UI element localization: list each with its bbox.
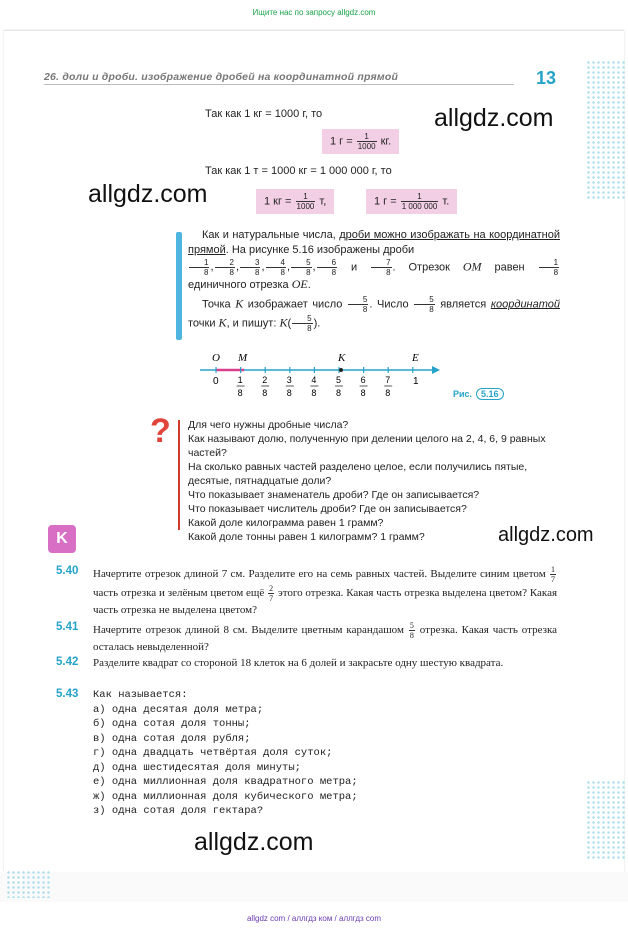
tick-numerator: 7 xyxy=(385,375,391,385)
fraction: $\frac{5}{8}$ xyxy=(348,295,368,314)
question-item: Для чего нужны дробные числа? xyxy=(188,419,349,431)
tick-numerator: 6 xyxy=(360,375,366,385)
page-number: 13 xyxy=(536,68,557,88)
tick-denominator: 8 xyxy=(360,388,366,398)
exercise-item: а) одна десятая доля метра; xyxy=(93,703,264,716)
formula-unit: т, xyxy=(319,195,327,208)
exercise-item: г) одна двадцать четвёртая доля суток; xyxy=(93,747,333,759)
figure-caption: Рис. 5.16 xyxy=(453,388,504,400)
fraction: $\frac{5}{8}$ xyxy=(414,295,434,314)
formula-box-2 xyxy=(256,189,334,214)
formula-left: 1 г = xyxy=(374,195,397,208)
tick-denominator: 8 xyxy=(385,388,391,398)
exercise-item: з) одна сотая доля гектара? xyxy=(93,805,264,817)
watermark: allgdz.com xyxy=(88,180,208,208)
tick-denominator: 8 xyxy=(336,388,342,398)
key-term: координатой xyxy=(490,298,561,311)
exercise-number: 5.40 xyxy=(56,565,79,577)
axis-arrow xyxy=(432,366,440,374)
exercise-number: 5.43 xyxy=(56,688,79,700)
tick-zero: 0 xyxy=(213,376,219,387)
number-line-figure xyxy=(196,348,446,404)
decorative-dots xyxy=(586,60,626,200)
exercise-number: 5.42 xyxy=(56,656,79,668)
question-item: Как называют долю, полученную при делении целого на 2, 4, 6, 9 равных частей? xyxy=(188,433,546,459)
formula-unit: кг. xyxy=(380,135,392,148)
fraction: $\frac{5}{8}$ xyxy=(409,621,414,640)
tick-denominator: 8 xyxy=(311,388,317,398)
exercise-item: ж) одна миллионная доля кубического метра; xyxy=(93,790,358,803)
top-link[interactable]: Ищите нас по запросу allgdz.com xyxy=(252,8,376,17)
question-item: Какой доле килограмма равен 1 грамм? xyxy=(188,517,384,529)
fraction: $\frac{6}{8}$ xyxy=(317,258,337,277)
key-phrase: дроби можно изображать на координатной прямой xyxy=(188,229,561,256)
watermark: allgdz.com xyxy=(194,828,314,856)
chapter-header: 26. доли и дроби. изображение дробей на координатной прямой xyxy=(44,71,399,83)
formula-left: 1 кг = xyxy=(264,195,292,208)
point-label-m: M xyxy=(238,352,248,364)
question-item: На сколько равных частей разделено целое, если получились пятые, десятые, пятнадцатые доли? xyxy=(188,461,528,487)
footer-links[interactable]: allgdz com / аллгдз ком / аллгдз com xyxy=(246,914,382,923)
fraction: $\frac{1}{8}$ xyxy=(189,258,209,277)
theory-paragraph-1: Как и натуральные числа, дроби можно изображать на координатной прямой. На рисунке 5.16 изображены дроби $\frac{1}{8}$ , $\frac{2}{8}$ , $\frac{3}{8}$ , $\frac{4}{8}$ , $\frac{5}{8}$ , $\frac{6}{8}$ и $\frac{7}{8}$ . Отрезок OM равен $\frac{1}{8}$ единичного отрезка OE. xyxy=(188,229,561,291)
fraction: $\frac{3}{8}$ xyxy=(240,258,260,277)
exercise-item: д) одна шестидесятая доля минуты; xyxy=(93,761,301,774)
k-badge-icon: K xyxy=(48,525,76,553)
exercise-5-40: Начертите отрезок длиной 7 см. Разделите его на семь равных частей. Выделите синим цветом $\frac{1}{7}$ часть отрезка и зелёным цветом ещё $\frac{2}{7}$ этого отрезка. Какая часть отрезка выделена цветом? Какая часть отрезка не выделена цветом? xyxy=(93,565,558,616)
formula-box-1 xyxy=(322,129,399,154)
intro-line-2: Так как 1 т = 1000 кг = 1 000 000 г, то xyxy=(205,165,392,177)
question-item: Что показывает числитель дроби? Где он записывается? xyxy=(188,503,467,515)
exercise-5-43 xyxy=(93,688,557,819)
point-label-k: K xyxy=(338,352,346,364)
tick-denominator: 8 xyxy=(237,388,243,398)
exercise-item: б) одна сотая доля тонны; xyxy=(93,718,251,730)
fraction: $\frac{7}{8}$ xyxy=(371,258,391,277)
watermark: allgdz.com xyxy=(498,524,594,546)
question-item: Что показывает знаменатель дроби? Где он записывается? xyxy=(188,489,480,501)
question-item: Какой доле тонны равен 1 килограмм? 1 грамм? xyxy=(188,531,425,543)
watermark: allgdz.com xyxy=(434,104,554,132)
formula-box-3 xyxy=(366,189,457,214)
tick-numerator: 1 xyxy=(237,375,243,385)
fraction: $\frac{5}{8}$ xyxy=(292,314,312,333)
exercise-number: 5.41 xyxy=(56,621,79,633)
theory-block xyxy=(188,228,560,333)
point-k-dot xyxy=(339,368,343,372)
exercise-items xyxy=(93,703,557,819)
fraction: $\frac{5}{8}$ xyxy=(291,258,311,277)
point-label-e: E xyxy=(412,352,419,364)
decorative-dots xyxy=(6,870,50,898)
tick-denominator: 8 xyxy=(286,388,292,398)
header-divider xyxy=(44,84,514,85)
fraction: $\frac{2}{8}$ xyxy=(215,258,235,277)
tick-one: 1 xyxy=(413,376,419,387)
formula-left: 1 г = xyxy=(330,135,353,148)
tick-denominator: 8 xyxy=(262,388,268,398)
theory-marker xyxy=(176,232,182,340)
point-label-o: O xyxy=(212,352,220,364)
exercise-item: в) одна сотая доля рубля; xyxy=(93,732,251,745)
fraction: $\frac{1}{1000}$ xyxy=(357,132,376,151)
exercise-5-41: Начертите отрезок длиной 8 см. Выделите цветным карандашом $\frac{5}{8}$ отрезка. Какая часть отрезка осталась невыделенной? xyxy=(93,621,558,653)
figure-number: 5.16 xyxy=(476,388,504,400)
fraction: $\frac{1}{1 000 000}$ xyxy=(401,192,438,211)
theory-paragraph-2: Точка K изображает число $\frac{5}{8}$ . Число $\frac{5}{8}$ является координатой точки K, и пишут: K( $\frac{5}{8}$ ). xyxy=(188,295,561,333)
fraction-list: $\frac{1}{8}$ , $\frac{2}{8}$ , $\frac{3}{8}$ , $\frac{4}{8}$ , $\frac{5}{8}$ , $\frac{6}{8}$ xyxy=(188,261,338,273)
fraction: $\frac{1}{7}$ xyxy=(551,565,556,584)
intro-line-1: Так как 1 кг = 1000 г, то xyxy=(205,108,323,120)
question-icon: ? xyxy=(150,412,171,450)
exercise-item: е) одна миллионная доля квадратного метра; xyxy=(93,776,358,788)
tick-numerator: 4 xyxy=(311,375,317,385)
fraction: $\frac{4}{8}$ xyxy=(266,258,286,277)
fraction xyxy=(370,258,392,277)
fraction: $\frac{1}{8}$ xyxy=(539,258,559,277)
tick-numerator: 2 xyxy=(262,375,268,385)
decorative-dots xyxy=(586,780,626,860)
question-bracket xyxy=(178,420,186,530)
tick-numerator: 5 xyxy=(336,375,342,385)
tick-numerator: 3 xyxy=(286,375,292,385)
exercise-title: Как называется: xyxy=(93,689,188,701)
fraction: $\frac{1}{1000}$ xyxy=(296,192,315,211)
formula-unit: т. xyxy=(442,195,450,208)
exercise-5-42: Разделите квадрат со стороной 18 клеток на 6 долей и закрасьте одну шестую квадрата. xyxy=(93,657,504,669)
bottom-strip xyxy=(0,872,628,902)
fraction: $\frac{2}{7}$ xyxy=(269,584,274,603)
